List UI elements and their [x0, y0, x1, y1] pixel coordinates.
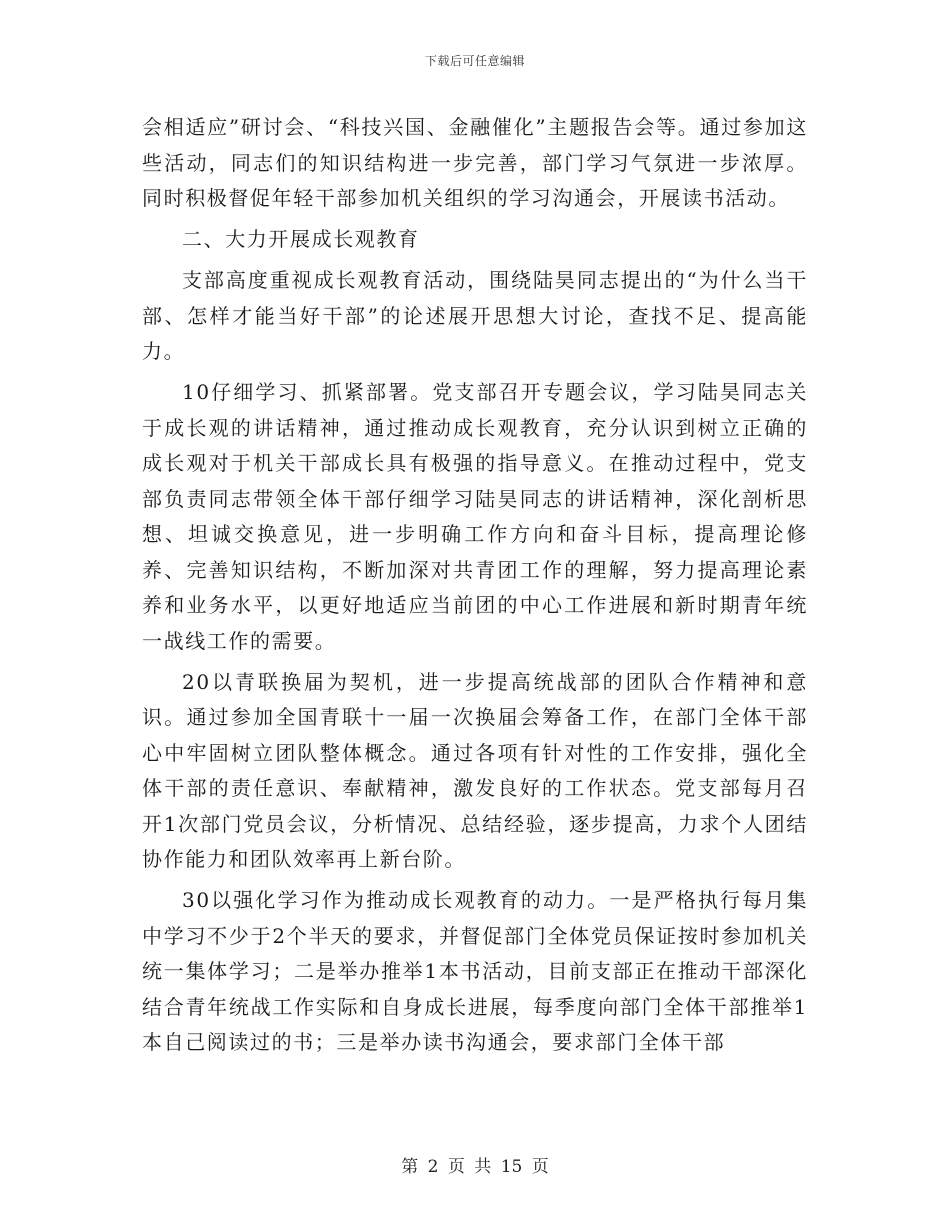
- paragraph-continuation: 会相适应”研讨会、“科技兴国、金融催化”主题报告会等。通过参加这些活动，同志们的知识结构进一步完善，部门学习气氛进一步浓厚。同时积极督促年轻干部参加机关组织的学习沟通会，开展读书活动。: [142, 115, 808, 210]
- document-body: [142, 110, 808, 1066]
- paragraph: 20以青联换届为契机，进一步提高统战部的团队合作精神和意识。通过参加全国青联十一届一次换届会筹备工作，在部门全体干部心中牢固树立团队整体概念。通过各项有针对性的工作安排，强化全体干部的责任意识、奉献精神，激发良好的工作状态。党支部每月召开1次部门党员会议，分析情况、总结经验，逐步提高，力求个人团结协作能力和团队效率再上新台阶。: [142, 669, 808, 871]
- section-heading: 二、大力开展成长观教育: [182, 227, 420, 251]
- paragraph: 30以强化学习作为推动成长观教育的动力。一是严格执行每月集中学习不少于2个半天的要求，并督促部门全体党员保证按时参加机关统一集体学习；二是举办推举1本书活动，目前支部正在推动干部深化结合青年统战工作实际和自身成长进展，每季度向部门全体干部推举1本自己阅读过的书；三是举办读书沟通会，要求部门全体干部: [142, 888, 808, 1054]
- paragraph: 支部高度重视成长观教育活动，围绕陆昊同志提出的“为什么当干部、怎样才能当好干部”的论述展开思想大讨论，查找不足、提高能力。: [142, 268, 808, 363]
- page-number-footer: 第 2 页 共 15 页: [401, 1157, 549, 1177]
- page-header: 下载后可任意编辑: [424, 54, 525, 68]
- paragraph: 10仔细学习、抓紧部署。党支部召开专题会议，学习陆昊同志关于成长观的讲话精神，通过推动成长观教育，充分认识到树立正确的成长观对于机关干部成长具有极强的指导意义。在推动过程中，党支部负责同志带领全体干部仔细学习陆昊同志的讲话精神，深化剖析思想、坦诚交换意见，进一步明确工作方向和奋斗目标，提高理论修养、完善知识结构，不断加深对共青团工作的理解，努力提高理论素养和业务水平，以更好地适应当前团的中心工作进展和新时期青年统一战线工作的需要。: [142, 380, 808, 653]
